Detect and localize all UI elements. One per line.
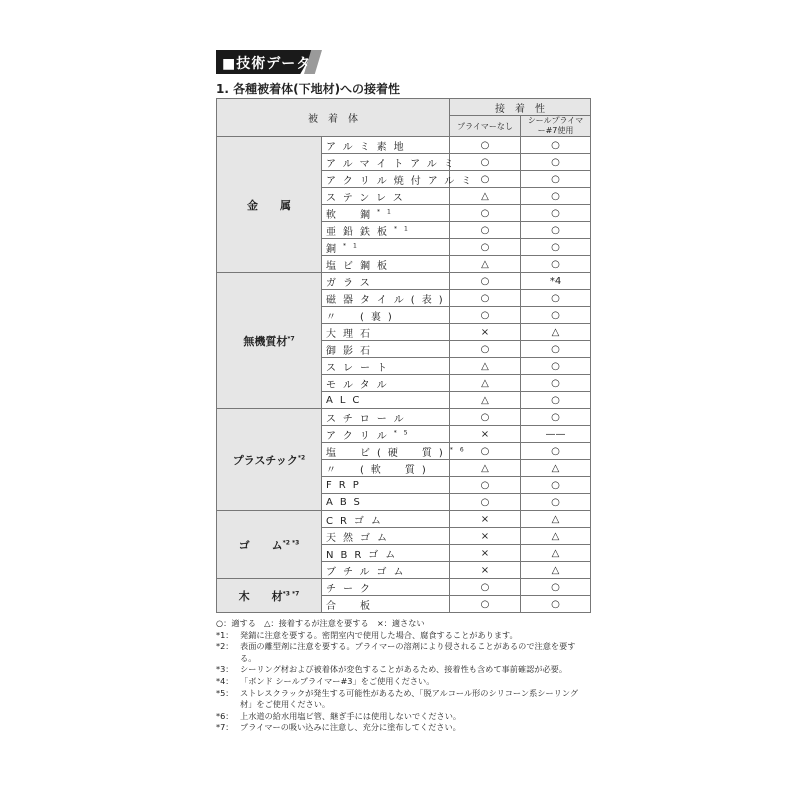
result-no-primer: ○ (450, 137, 521, 154)
header-no-primer: プライマーなし (450, 116, 521, 137)
footnote (216, 641, 590, 664)
material-name: チーク (322, 579, 450, 596)
result-primer: ○ (521, 256, 591, 273)
result-no-primer: ○ (450, 239, 521, 256)
result-primer: ○ (521, 137, 591, 154)
result-primer: ○ (521, 341, 591, 358)
section-banner (216, 50, 321, 74)
footnote-text: シーリング材および被着体が変色することがあるため、接着性も含めて事前確認が必要。 (240, 664, 568, 675)
result-primer: ○ (521, 579, 591, 596)
subtitle: 1. 各種被着体(下地材)への接着性 (216, 82, 401, 96)
material-name: NBRゴム (322, 545, 450, 562)
material-name: ブチルゴム (322, 562, 450, 579)
result-no-primer: △ (450, 375, 521, 392)
material-name: ALC (322, 392, 450, 409)
footnote-key: *2： (216, 641, 234, 652)
material-name: 塩ビ鋼板 (322, 256, 450, 273)
footnote (216, 664, 590, 676)
result-no-primer: × (450, 511, 521, 528)
result-no-primer: ○ (450, 443, 521, 460)
result-primer: ○ (521, 477, 591, 494)
footnote-key: *1： (216, 629, 234, 640)
table-row (217, 273, 591, 290)
result-primer: △ (521, 545, 591, 562)
result-primer: ○ (521, 596, 591, 613)
material-name: アクリル$^{*5}$ (322, 426, 450, 443)
result-no-primer: ○ (450, 154, 521, 171)
header-adhesion: 接 着 性 (450, 99, 591, 116)
footnote (216, 711, 590, 723)
result-primer: ○ (521, 443, 591, 460)
material-name: 〃 (裏) (322, 307, 450, 324)
result-no-primer: × (450, 562, 521, 579)
material-name: 軟 鋼$^{*1}$ (322, 205, 450, 222)
result-no-primer: △ (450, 256, 521, 273)
group-label: 無機質材$^{*7}$ (217, 273, 322, 409)
material-name: 〃 (軟 質) (322, 460, 450, 477)
result-primer: ○ (521, 154, 591, 171)
result-no-primer: ○ (450, 307, 521, 324)
result-primer: ○ (521, 171, 591, 188)
table-row (217, 511, 591, 528)
result-primer: ○ (521, 205, 591, 222)
footnote-text: 表面の離型剤に注意を要する。プライマーの溶剤により侵されることがあるので注意を要する。 (240, 641, 576, 663)
footnote-key: *3： (216, 664, 234, 675)
legend: ○：適する △：接着するが注意を要する ×：適さない (216, 618, 425, 628)
result-primer: △ (521, 528, 591, 545)
material-name: ABS (322, 494, 450, 511)
result-primer: ○ (521, 188, 591, 205)
material-name: 亜鉛鉄板$^{*1}$ (322, 222, 450, 239)
result-primer: ○ (521, 307, 591, 324)
footnote-text: 上水道の給水用塩ビ管、継ぎ手には使用しないでください。 (240, 710, 462, 721)
result-no-primer: ○ (450, 409, 521, 426)
result-primer: ○ (521, 222, 591, 239)
material-name: モルタル (322, 375, 450, 392)
result-primer: ○ (521, 375, 591, 392)
result-no-primer: × (450, 426, 521, 443)
footnote (216, 688, 590, 711)
result-primer: △ (521, 324, 591, 341)
table-row (217, 579, 591, 596)
material-name: 磁器タイル(表) (322, 290, 450, 307)
material-name: 塩 ビ(硬 質)$^{*6}$ (322, 443, 450, 460)
material-name: アルマイトアルミ (322, 154, 450, 171)
result-no-primer: ○ (450, 205, 521, 222)
material-name: アクリル焼付アルミ (322, 171, 450, 188)
result-primer: ○ (521, 392, 591, 409)
footnote-text: ストレスクラックが発生する可能性があるため、「脱アルコール形のシリコーン系シーリング材」をご使用ください。 (240, 687, 579, 710)
table-row (217, 409, 591, 426)
result-no-primer: ○ (450, 477, 521, 494)
result-no-primer: ○ (450, 273, 521, 290)
material-name: アルミ素地 (322, 137, 450, 154)
result-no-primer: ○ (450, 579, 521, 596)
result-primer: ○ (521, 358, 591, 375)
footnote (216, 722, 590, 734)
footnote-text: 「ボンド シールプライマー#3」をご使用ください。 (240, 675, 435, 686)
result-primer: △ (521, 562, 591, 579)
footnote (216, 676, 590, 688)
header-primer: シールプライマー#7使用 (521, 116, 591, 137)
material-name: スチロール (322, 409, 450, 426)
result-no-primer: △ (450, 188, 521, 205)
table-row (217, 137, 591, 154)
result-primer: *4 (521, 273, 591, 290)
material-name: スレート (322, 358, 450, 375)
footnote-key: *4： (216, 675, 234, 686)
banner-title: ■技術データ (222, 56, 312, 72)
result-no-primer: ○ (450, 341, 521, 358)
result-primer: △ (521, 460, 591, 477)
material-name: 合 板 (322, 596, 450, 613)
result-primer: —— (521, 426, 591, 443)
group-label: プラスチック$^{*2}$ (217, 409, 322, 511)
material-name: 天然ゴム (322, 528, 450, 545)
result-no-primer: × (450, 528, 521, 545)
header-substrate: 被 着 体 (217, 99, 450, 137)
footnote-key: *7： (216, 722, 234, 733)
result-primer: △ (521, 511, 591, 528)
result-no-primer: × (450, 324, 521, 341)
group-label: 金 属 (217, 137, 322, 273)
material-name: CRゴム (322, 511, 450, 528)
result-primer: ○ (521, 409, 591, 426)
result-no-primer: × (450, 545, 521, 562)
footnote-key: *6： (216, 710, 234, 721)
result-no-primer: ○ (450, 171, 521, 188)
material-name: 大理石 (322, 324, 450, 341)
footnote (216, 630, 590, 642)
result-primer: ○ (521, 290, 591, 307)
result-no-primer: ○ (450, 494, 521, 511)
result-no-primer: ○ (450, 222, 521, 239)
footnote-text: プライマーの吸い込みに注意し、充分に塗布してください。 (240, 722, 461, 733)
footnote-text: 発錆に注意を要する。密閉室内で使用した場合、腐食することがあります。 (240, 629, 518, 640)
result-primer: ○ (521, 494, 591, 511)
footnote-key: *5： (216, 687, 234, 698)
group-label: 木 材$^{*3 *7}$ (217, 579, 322, 613)
adhesion-table (216, 98, 591, 613)
result-no-primer: ○ (450, 596, 521, 613)
result-primer: ○ (521, 239, 591, 256)
result-no-primer: ○ (450, 290, 521, 307)
notes-section (216, 618, 590, 734)
result-no-primer: △ (450, 358, 521, 375)
group-label: ゴ ム$^{*2 *3}$ (217, 511, 322, 579)
material-name: ステンレス (322, 188, 450, 205)
result-no-primer: △ (450, 460, 521, 477)
material-name: 銅$^{*1}$ (322, 239, 450, 256)
material-name: FRP (322, 477, 450, 494)
result-no-primer: △ (450, 392, 521, 409)
material-name: 御影石 (322, 341, 450, 358)
material-name: ガラス (322, 273, 450, 290)
